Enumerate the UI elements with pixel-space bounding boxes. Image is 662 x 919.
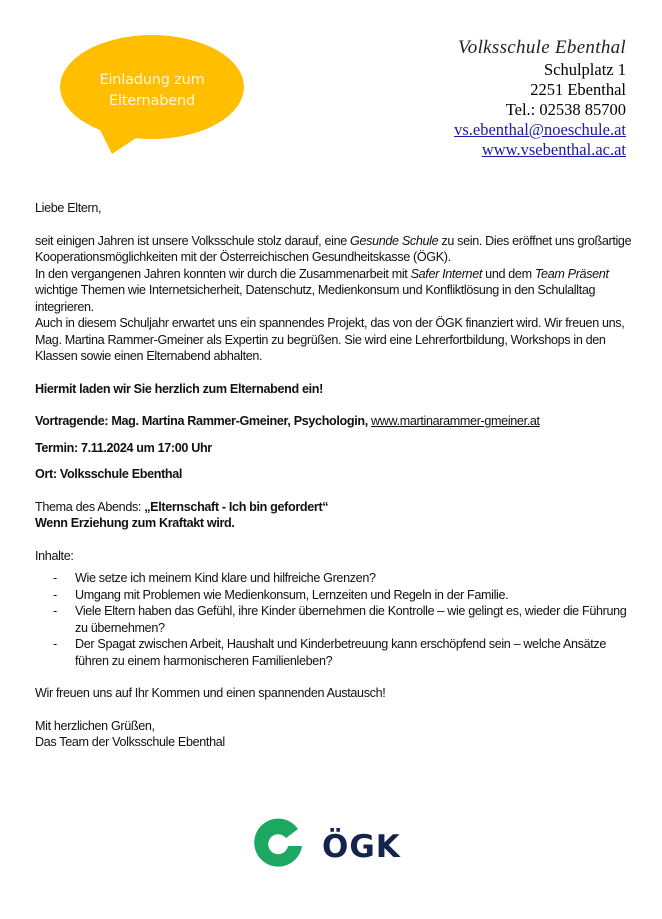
list-item: [35, 603, 635, 636]
topic-subtitle: Wenn Erziehung zum Kraftakt wird.: [35, 516, 235, 530]
speech-bubble: [58, 34, 248, 159]
list-item: [35, 636, 635, 669]
speaker-website-link[interactable]: www.martinarammer-gmeiner.at: [371, 414, 540, 428]
emphasis-safer-internet: Safer Internet: [410, 266, 483, 281]
dash-bullet-icon: -: [53, 604, 57, 618]
dash-bullet-icon: -: [53, 637, 57, 651]
intro-text: seit einigen Jahren ist unsere Volksschule stolz darauf, eine: [35, 233, 351, 248]
contents-heading: Inhalte:: [35, 548, 74, 563]
topic-label: Thema des Abends:: [35, 499, 145, 514]
closing-line: Wir freuen uns auf Ihr Kommen und einen spannenden Austausch!: [35, 686, 386, 700]
list-item-text: Der Spagat zwischen Arbeit, Haushalt und Kinderbetreuung kann erschöpfend sein – welche Ansätze führen zu einem harmonischeren Familienleben?: [75, 637, 607, 668]
emphasis-gesunde-schule: Gesunde Schule: [350, 233, 439, 248]
event-place: Ort: Volksschule Ebenthal: [35, 467, 183, 481]
email-link[interactable]: vs.ebenthal@noeschule.at: [454, 120, 626, 139]
signature: Das Team der Volksschule Ebenthal: [35, 735, 225, 749]
bubble-title-line2: Elternabend: [109, 93, 195, 109]
city-address: 2251 Ebenthal: [530, 80, 626, 99]
emphasis-team-praesent: Team Präsent: [534, 266, 609, 281]
topic-line: [35, 499, 635, 516]
bubble-title-line1: Einladung zum: [99, 72, 205, 88]
phone-number: Tel.: 02538 85700: [505, 100, 626, 119]
list-item-text: Wie setze ich meinem Kind klare und hilfreiche Grenzen?: [75, 571, 376, 585]
intro-text: zu sein. Dies eröffnet uns großartige Kooperationsmöglichkeiten mit der Österreichischen Gesundheitskasse (ÖGK).: [35, 233, 632, 264]
greeting: Mit herzlichen Grüßen,: [35, 718, 155, 733]
partners-text: wichtige Themen wie Internetsicherheit, Datenschutz, Medienkonsum und Konfliktlösung in den Schulalltag integrieren.: [35, 283, 596, 314]
invitation-line: Hiermit laden wir Sie herzlich zum Elternabend ein!: [35, 381, 323, 396]
contents-list: [35, 570, 635, 669]
salutation: Liebe Eltern,: [35, 201, 102, 215]
project-paragraph: Auch in diesem Schuljahr erwartet uns ein spannendes Projekt, das von der ÖGK finanziert wird. Wir freuen uns, Mag. Martina Rammer-Gmeiner als Expertin zu begrüßen. Sie wird eine Lehrerfortbildung, Workshops in den Klassen sowie einen Elternabend abhalten.: [35, 316, 625, 363]
topic-title: „Elternschaft - Ich bin gefordert“: [144, 499, 329, 514]
partners-paragraph: [35, 266, 635, 316]
list-item: [35, 570, 635, 587]
street-address: Schulplatz 1: [543, 60, 626, 79]
event-date: Termin: 7.11.2024 um 17:00 Uhr: [35, 440, 212, 455]
list-item-text: Viele Eltern haben das Gefühl, ihre Kinder übernehmen die Kontrolle – wie gelingt es, wieder die Führung zu übernehmen?: [75, 604, 627, 635]
oegk-logo: [246, 815, 416, 877]
speaker-label: Vortragende: Mag. Martina Rammer-Gmeiner, Psychologin,: [35, 414, 372, 428]
list-item-text: Umgang mit Problemen wie Medienkonsum, Lernzeiten und Regeln in der Familie.: [75, 587, 509, 602]
school-name: Volksschule Ebenthal: [458, 37, 626, 58]
dash-bullet-icon: -: [53, 571, 57, 585]
letterhead: [454, 36, 626, 160]
letter-body: [35, 200, 635, 751]
oegk-ring-icon: [246, 815, 310, 877]
speaker-line: [35, 413, 635, 430]
list-item: [35, 587, 635, 604]
website-link[interactable]: www.vsebenthal.ac.at: [481, 140, 626, 159]
partners-text: In den vergangenen Jahren konnten wir durch die Zusammenarbeit mit: [35, 266, 411, 281]
partners-text: und dem: [482, 266, 535, 281]
bubble-title: [58, 70, 246, 112]
dash-bullet-icon: -: [53, 587, 57, 602]
intro-paragraph: [35, 233, 635, 266]
oegk-wordmark: ÖGK: [322, 829, 401, 865]
